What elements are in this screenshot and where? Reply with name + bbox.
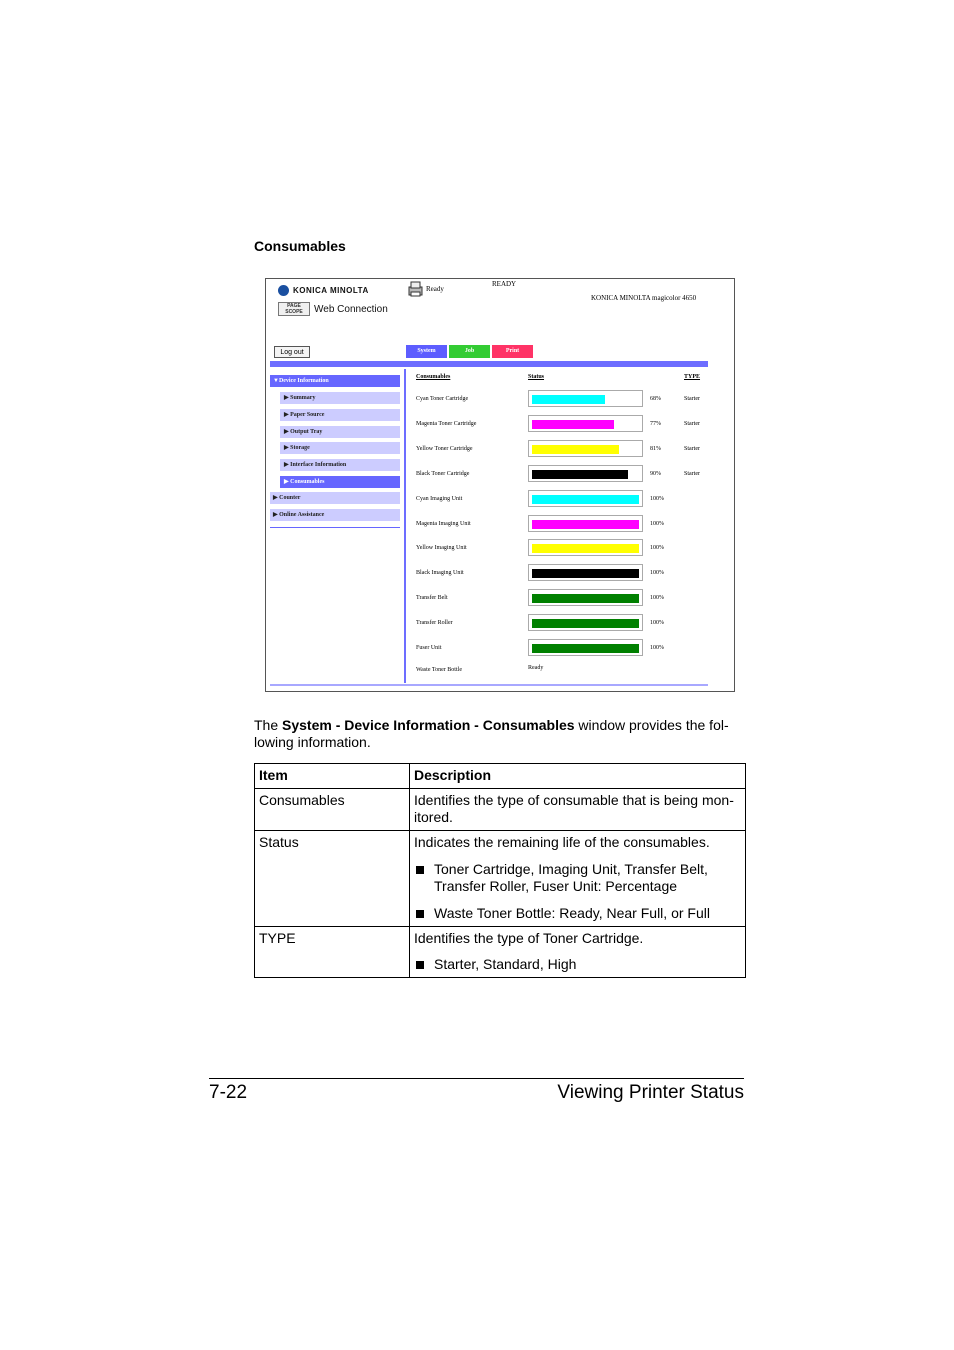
consumable-name: Yellow Toner Cartridge bbox=[416, 445, 473, 452]
level-bar bbox=[528, 589, 643, 606]
intro-suffix: window provides the fol-lowing information. bbox=[254, 717, 729, 750]
level-bar-fill bbox=[532, 495, 639, 504]
consumable-name: Cyan Imaging Unit bbox=[416, 495, 463, 502]
consumable-name: Black Imaging Unit bbox=[416, 570, 464, 577]
sidebar-divider bbox=[270, 527, 400, 528]
content-divider bbox=[404, 369, 406, 683]
info-table bbox=[254, 763, 746, 978]
level-percent: 68% bbox=[650, 396, 661, 402]
waste-toner-row bbox=[416, 661, 716, 681]
consumable-row bbox=[416, 639, 716, 659]
level-bar-fill bbox=[532, 520, 639, 529]
level-bar-fill bbox=[532, 470, 628, 479]
consumable-name: Yellow Imaging Unit bbox=[416, 545, 467, 552]
printer-status: Ready bbox=[426, 285, 444, 293]
bullet-item bbox=[414, 956, 741, 973]
bullet-icon bbox=[416, 910, 424, 918]
column-header-type: TYPE bbox=[684, 374, 701, 380]
level-percent: 81% bbox=[650, 445, 661, 452]
bullet-item bbox=[414, 905, 741, 922]
sidebar-item-interface-information[interactable]: ▶ Interface Information bbox=[280, 459, 400, 471]
consumable-name: Waste Toner Bottle bbox=[416, 667, 462, 673]
konica-minolta-logo-icon bbox=[278, 285, 289, 296]
page-number: 7-22 bbox=[209, 1082, 248, 1103]
tab-print[interactable]: Print bbox=[492, 345, 533, 358]
consumable-type: Starter bbox=[684, 396, 700, 402]
consumable-row bbox=[416, 390, 716, 410]
level-bar-fill bbox=[532, 395, 605, 404]
intro-path: System - Device Information - Consumables bbox=[282, 717, 575, 733]
brand-logo bbox=[278, 285, 369, 296]
sidebar-item-consumables[interactable]: ▶ Consumables bbox=[280, 476, 400, 488]
consumable-type: Starter bbox=[684, 445, 700, 452]
tab-system[interactable]: System bbox=[406, 345, 447, 358]
consumable-row bbox=[416, 614, 716, 634]
table-row bbox=[255, 927, 746, 978]
consumable-name: Fuser Unit bbox=[416, 645, 442, 651]
table-header-row bbox=[255, 764, 746, 789]
printer-icon bbox=[407, 281, 424, 297]
brand-name: KONICA MINOLTA bbox=[293, 286, 369, 295]
level-bar-fill bbox=[532, 619, 639, 628]
sidebar-item-storage[interactable]: ▶ Storage bbox=[280, 442, 400, 454]
status-banner: READY bbox=[492, 280, 517, 288]
cell-item: Consumables bbox=[255, 789, 410, 831]
consumable-name: Black Toner Cartridge bbox=[416, 470, 470, 477]
sidebar-item-summary[interactable]: ▶ Summary bbox=[280, 392, 400, 404]
sidebar-item-output-tray[interactable]: ▶ Output Tray bbox=[280, 426, 400, 438]
consumable-type: Starter bbox=[684, 420, 700, 427]
bullet-icon bbox=[416, 961, 424, 969]
bullet-text: Starter, Standard, High bbox=[434, 956, 577, 972]
consumable-row bbox=[416, 515, 716, 535]
consumable-name: Magenta Imaging Unit bbox=[416, 520, 471, 527]
consumable-type: Starter bbox=[684, 470, 700, 477]
footer-divider bbox=[270, 684, 708, 686]
consumable-row bbox=[416, 415, 716, 435]
waste-toner-status: Ready bbox=[528, 665, 544, 671]
pagescope-icon: PAGE SCOPE bbox=[278, 302, 310, 316]
level-bar bbox=[528, 564, 643, 581]
level-percent: 100% bbox=[650, 570, 664, 577]
consumable-name: Cyan Toner Cartridge bbox=[416, 396, 469, 402]
level-bar-fill bbox=[532, 644, 639, 653]
sidebar-item-device-information[interactable]: ▼Device Information bbox=[270, 375, 400, 387]
level-percent: 100% bbox=[650, 620, 664, 627]
level-percent: 77% bbox=[650, 420, 661, 427]
level-percent: 100% bbox=[650, 495, 664, 502]
section-heading: Consumables bbox=[254, 238, 346, 254]
consumable-row bbox=[416, 589, 716, 609]
intro-prefix: The bbox=[254, 717, 283, 733]
consumable-row bbox=[416, 564, 716, 584]
level-bar-fill bbox=[532, 594, 639, 603]
level-bar bbox=[528, 539, 643, 556]
app-title: Web Connection bbox=[314, 303, 388, 315]
footer-rule bbox=[209, 1078, 744, 1079]
header-item: Item bbox=[255, 764, 410, 789]
bullet-text: Toner Cartridge, Imaging Unit, Transfer Belt, Transfer Roller, Fuser Unit: Percentage bbox=[434, 861, 708, 894]
level-percent: 100% bbox=[650, 595, 664, 602]
column-header-consumables: Consumables bbox=[416, 374, 451, 380]
header-divider bbox=[270, 361, 708, 367]
description-text: Identifies the type of Toner Cartridge. bbox=[414, 930, 644, 946]
level-bar bbox=[528, 415, 643, 432]
cell-description bbox=[410, 927, 746, 978]
sidebar-item-paper-source[interactable]: ▶ Paper Source bbox=[280, 409, 400, 421]
level-percent: 100% bbox=[650, 545, 664, 552]
consumable-row bbox=[416, 539, 716, 559]
logout-button[interactable]: Log out bbox=[274, 346, 310, 358]
cell-description bbox=[410, 831, 746, 927]
level-bar bbox=[528, 639, 643, 656]
level-bar-fill bbox=[532, 569, 639, 578]
level-percent: 100% bbox=[650, 645, 664, 651]
header-description: Description bbox=[410, 764, 746, 789]
cell-item: TYPE bbox=[255, 927, 410, 978]
consumable-row bbox=[416, 465, 716, 485]
cell-description: Identifies the type of consumable that is being mon-itored. bbox=[410, 789, 746, 831]
consumable-name: Magenta Toner Cartridge bbox=[416, 420, 477, 427]
level-bar bbox=[528, 465, 643, 482]
web-connection-screenshot bbox=[265, 278, 735, 692]
tab-job[interactable]: Job bbox=[449, 345, 490, 358]
level-percent: 90% bbox=[650, 470, 661, 477]
bullet-text: Waste Toner Bottle: Ready, Near Full, or Full bbox=[434, 905, 710, 921]
level-bar bbox=[528, 390, 643, 407]
level-bar-fill bbox=[532, 420, 614, 429]
table-row bbox=[255, 789, 746, 831]
cell-item: Status bbox=[255, 831, 410, 927]
level-bar bbox=[528, 515, 643, 532]
consumable-name: Transfer Belt bbox=[416, 595, 448, 602]
level-bar bbox=[528, 614, 643, 631]
table-row bbox=[255, 831, 746, 927]
level-percent: 100% bbox=[650, 520, 664, 527]
level-bar-fill bbox=[532, 544, 639, 553]
sidebar-item-counter[interactable]: ▶ Counter bbox=[270, 492, 400, 504]
consumable-row bbox=[416, 490, 716, 510]
device-model: KONICA MINOLTA magicolor 4650 bbox=[591, 294, 697, 302]
consumable-row bbox=[416, 440, 716, 460]
bullet-icon bbox=[416, 866, 424, 874]
chapter-title: Viewing Printer Status bbox=[557, 1082, 744, 1103]
level-bar bbox=[528, 490, 643, 507]
level-bar bbox=[528, 440, 643, 457]
sidebar-item-online-assistance[interactable]: ▶ Online Assistance bbox=[270, 509, 400, 521]
description-text: Indicates the remaining life of the consumables. bbox=[414, 834, 710, 850]
consumable-name: Transfer Roller bbox=[416, 620, 453, 627]
app-title-row bbox=[278, 302, 388, 316]
level-bar-fill bbox=[532, 445, 619, 454]
intro-paragraph bbox=[254, 717, 746, 751]
column-header-status: Status bbox=[528, 374, 545, 380]
bullet-item bbox=[414, 861, 741, 895]
